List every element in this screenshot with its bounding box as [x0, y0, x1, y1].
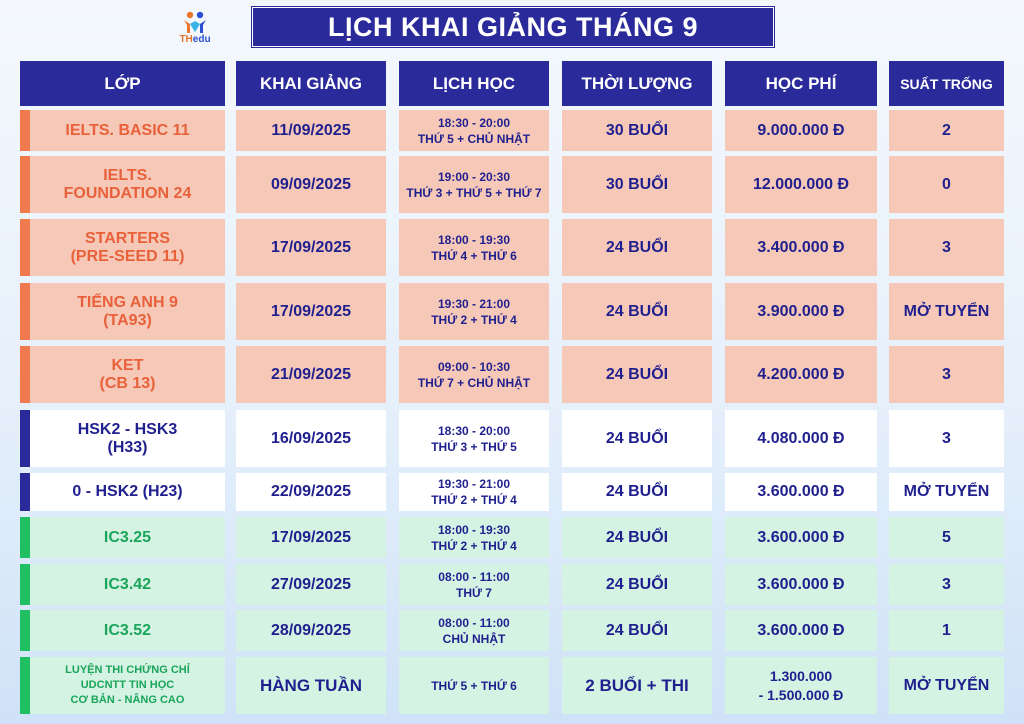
- row-accent-bar: [20, 410, 30, 467]
- seats-available: 3: [889, 219, 1004, 276]
- tuition: 4.080.000 Đ: [725, 410, 877, 467]
- row-accent-bar: [20, 283, 30, 340]
- logo-wordmark: THedu: [179, 34, 211, 45]
- logo-people-icon: [182, 10, 208, 34]
- row-accent-bar: [20, 346, 30, 403]
- duration: 30 BUỔI: [562, 110, 712, 151]
- tuition: 3.600.000 Đ: [725, 517, 877, 558]
- thedu-logo: [168, 10, 222, 54]
- class-name: LUYỆN THI CHỨNG CHỈ UDCNTT TIN HỌC CƠ BẢN - NÂNG CAO: [30, 657, 225, 714]
- start-date: 17/09/2025: [236, 283, 386, 340]
- class-name: IELTS. FOUNDATION 24: [30, 156, 225, 213]
- row-accent-bar: [20, 564, 30, 605]
- class-name: HSK2 - HSK3 (H33): [30, 410, 225, 467]
- start-date: 17/09/2025: [236, 219, 386, 276]
- class-name: IC3.42: [30, 564, 225, 605]
- tuition: 1.300.000 - 1.500.000 Đ: [725, 657, 877, 714]
- seats-available: 3: [889, 564, 1004, 605]
- header-suat-trong: SUẤT TRỐNG: [889, 61, 1004, 106]
- row-accent-bar: [20, 517, 30, 558]
- class-name: 0 - HSK2 (H23): [30, 473, 225, 511]
- schedule: 19:00 - 20:30 THỨ 3 + THỨ 5 + THỨ 7: [399, 156, 549, 213]
- seats-available: 2: [889, 110, 1004, 151]
- class-name: IC3.25: [30, 517, 225, 558]
- duration: 2 BUỔI + THI: [562, 657, 712, 714]
- schedule: 18:00 - 19:30 THỨ 4 + THỨ 6: [399, 219, 549, 276]
- seats-available: MỞ TUYỂN: [889, 283, 1004, 340]
- class-name: IC3.52: [30, 610, 225, 651]
- tuition: 3.600.000 Đ: [725, 473, 877, 511]
- tuition: 3.600.000 Đ: [725, 610, 877, 651]
- duration: 24 BUỔI: [562, 564, 712, 605]
- header-khai-giang: KHAI GIẢNG: [236, 61, 386, 106]
- schedule: 19:30 - 21:00 THỨ 2 + THỨ 4: [399, 283, 549, 340]
- row-accent-bar: [20, 156, 30, 213]
- row-accent-bar: [20, 110, 30, 151]
- seats-available: 1: [889, 610, 1004, 651]
- duration: 24 BUỔI: [562, 517, 712, 558]
- row-accent-bar: [20, 610, 30, 651]
- start-date: HÀNG TUẦN: [236, 657, 386, 714]
- start-date: 11/09/2025: [236, 110, 386, 151]
- header-thoi-luong: THỜI LƯỢNG: [562, 61, 712, 106]
- seats-available: 5: [889, 517, 1004, 558]
- start-date: 28/09/2025: [236, 610, 386, 651]
- duration: 24 BUỔI: [562, 410, 712, 467]
- schedule: 19:30 - 21:00 THỨ 2 + THỨ 4: [399, 473, 549, 511]
- start-date: 27/09/2025: [236, 564, 386, 605]
- start-date: 21/09/2025: [236, 346, 386, 403]
- tuition: 9.000.000 Đ: [725, 110, 877, 151]
- schedule: 09:00 - 10:30 THỨ 7 + CHỦ NHẬT: [399, 346, 549, 403]
- tuition: 3.900.000 Đ: [725, 283, 877, 340]
- header-hoc-phi: HỌC PHÍ: [725, 61, 877, 106]
- schedule: 08:00 - 11:00 THỨ 7: [399, 564, 549, 605]
- seats-available: 3: [889, 346, 1004, 403]
- start-date: 16/09/2025: [236, 410, 386, 467]
- duration: 24 BUỔI: [562, 610, 712, 651]
- header-lop: LỚP: [20, 61, 225, 106]
- tuition: 3.400.000 Đ: [725, 219, 877, 276]
- schedule: 08:00 - 11:00 CHỦ NHẬT: [399, 610, 549, 651]
- header-lich-hoc: LỊCH HỌC: [399, 61, 549, 106]
- class-name: IELTS. BASIC 11: [30, 110, 225, 151]
- seats-available: 0: [889, 156, 1004, 213]
- tuition: 3.600.000 Đ: [725, 564, 877, 605]
- tuition: 12.000.000 Đ: [725, 156, 877, 213]
- tuition: 4.200.000 Đ: [725, 346, 877, 403]
- schedule: 18:30 - 20:00 THỨ 3 + THỨ 5: [399, 410, 549, 467]
- class-name: TIẾNG ANH 9 (TA93): [30, 283, 225, 340]
- class-name: STARTERS (PRE-SEED 11): [30, 219, 225, 276]
- row-accent-bar: [20, 473, 30, 511]
- start-date: 22/09/2025: [236, 473, 386, 511]
- duration: 24 BUỔI: [562, 283, 712, 340]
- start-date: 17/09/2025: [236, 517, 386, 558]
- seats-available: MỞ TUYỂN: [889, 657, 1004, 714]
- duration: 24 BUỔI: [562, 473, 712, 511]
- schedule: THỨ 5 + THỨ 6: [399, 657, 549, 714]
- seats-available: 3: [889, 410, 1004, 467]
- start-date: 09/09/2025: [236, 156, 386, 213]
- seats-available: MỞ TUYỂN: [889, 473, 1004, 511]
- duration: 30 BUỔI: [562, 156, 712, 213]
- page-title: LỊCH KHAI GIẢNG THÁNG 9: [252, 7, 774, 47]
- class-name: KET (CB 13): [30, 346, 225, 403]
- schedule: 18:00 - 19:30 THỨ 2 + THỨ 4: [399, 517, 549, 558]
- duration: 24 BUỔI: [562, 346, 712, 403]
- schedule: 18:30 - 20:00 THỨ 5 + CHỦ NHẬT: [399, 110, 549, 151]
- row-accent-bar: [20, 657, 30, 714]
- duration: 24 BUỔI: [562, 219, 712, 276]
- row-accent-bar: [20, 219, 30, 276]
